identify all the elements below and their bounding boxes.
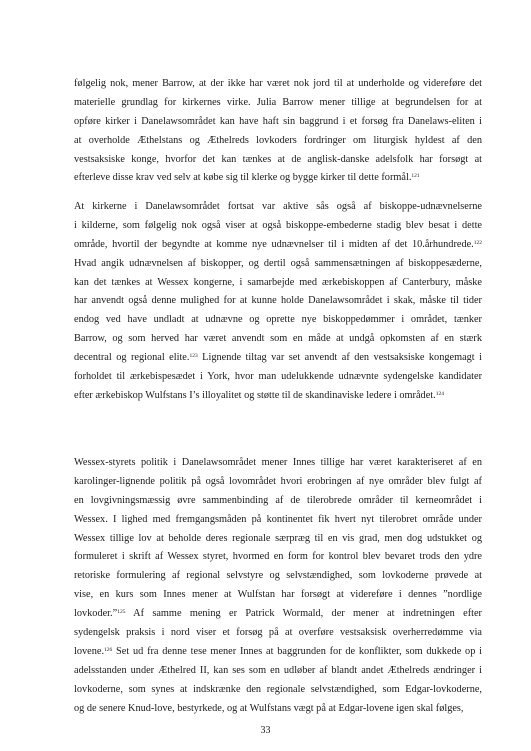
line-text: vise, en kurs som Innes mener at Wulfstan har forsøgt at videreføre i dennes ”nordlige	[74, 589, 482, 601]
line-text: lovkoder.”	[74, 608, 118, 620]
line-text-continued: Af samme mening er Patrick Wormald, der mener at indretningen efter	[125, 608, 482, 620]
text-line	[74, 255, 482, 274]
line-text: sydengelsk praksis i nord viser et forsøg på at overføre vestsaksisk overherredømme via	[74, 627, 482, 639]
text-line	[74, 217, 482, 236]
text-line	[74, 169, 482, 188]
line-text: adelsstanden under Æthelred II, kan ses som en udløber af blandt andet Æthelreds ændringer i	[74, 664, 482, 676]
line-text: kan det tænkes at Wessex kongerne, i samarbejde med ærkebiskoppen af Canterbury, måske	[74, 276, 482, 288]
text-line	[74, 681, 482, 700]
footnote-marker: 121	[411, 173, 420, 180]
line-text: Wessex. I lighed med fremgangsmåden på kontinentet fik hvert nyt tilerobret område under	[74, 513, 482, 525]
text-line	[74, 387, 482, 406]
paragraph-1	[74, 75, 482, 188]
line-text: følgelig nok, mener Barrow, at der ikke har været nok jord til at underholde og videreføre det	[74, 78, 482, 89]
footnote-marker: 125	[117, 609, 126, 616]
line-text: en lovgivningsmæssig øvre sammenbinding af de tilerobrede områder til kerneområdet i	[74, 494, 482, 506]
text-line	[74, 662, 482, 681]
line-text-continued: Set ud fra denne tese mener Innes at baggrunden for de konflikter, som dukkede op i	[112, 645, 482, 657]
text-line	[74, 292, 482, 311]
text-line	[74, 454, 482, 473]
text-line	[74, 511, 482, 530]
line-text: efter ærkebiskop Wulfstans I’s illoyalitet og støtte til de skandinaviske ledere i området.	[74, 389, 436, 401]
line-text: opføre kirker i Danelawsområdet kan have haft sin baggrund i et forsøg fra Danelaws-eliten i	[74, 115, 482, 127]
text-line	[74, 113, 482, 132]
line-text: efterleve disse krav ved selv at købe sig til klerke og bygge kirker til dette formål.	[74, 172, 412, 184]
text-line	[74, 700, 482, 719]
line-text: Barrow, og som herved har været anvendt som en måde at undgå opkomsten af en stærk	[74, 333, 482, 345]
paragraph-3	[74, 454, 482, 718]
line-text: Wessex tillige lov at beholde deres regionale særpræg til en vis grad, men dog udstukket og	[74, 532, 482, 544]
line-text-continued: Lignende tiltag var set anvendt af den vestsaksiske kongemagt i	[197, 352, 482, 364]
text-line	[74, 643, 482, 662]
text-line	[74, 492, 482, 511]
page-number: 33	[260, 725, 271, 736]
line-text: decentral og regional elite.	[74, 352, 190, 364]
line-text: vestsaksiske konge, hvorfor det kan tænkes at de anglisk-danske adelsfolk har forsøgt at	[74, 153, 482, 165]
text-line	[74, 473, 482, 492]
footnote-marker: 122	[473, 239, 482, 246]
text-line	[74, 75, 482, 94]
line-text: karolinger-lignende politik på også lovområdet hvori erobringen af nye områder blev fulgt af	[74, 475, 482, 487]
line-text: materielle grundlag for kirkernes virke. Julia Barrow mener tillige at begrundelsen for at	[74, 96, 482, 108]
text-line	[74, 567, 482, 586]
line-text: Hvad angik udnævnelsen af biskopper, og dertil også sammensætningen af biskoppesæderne,	[74, 257, 482, 269]
text-line	[74, 530, 482, 549]
footnote-marker: 126	[104, 646, 113, 653]
text-line	[74, 548, 482, 567]
footnote-marker: 124	[435, 390, 444, 397]
text-line	[74, 368, 482, 387]
text-line	[74, 94, 482, 113]
text-line	[74, 605, 482, 624]
line-text: at overholde Æthelstans og Æthelreds lovkoders fordringer om liturgisk hyldest af den	[74, 134, 482, 146]
line-text: Wessex-styrets politik i Danelawsområdet mener Innes tillige har været karakteriseret af en	[74, 457, 482, 468]
text-line	[74, 236, 482, 255]
paragraph-2	[74, 198, 482, 406]
text-line	[74, 311, 482, 330]
text-line	[74, 198, 482, 217]
text-line	[74, 330, 482, 349]
text-line	[74, 349, 482, 368]
line-text: lovene.	[74, 645, 105, 657]
text-line	[74, 151, 482, 170]
line-text: endog ved have undladt at udnævne og oprette nye biskoppedømmer i området, tænker	[74, 314, 482, 326]
text-line	[74, 274, 482, 293]
line-text: retoriske formulering af regional selvstyre og selvstændighed, som lovkoderne prøvede at	[74, 570, 482, 582]
text-line	[74, 624, 482, 643]
line-text: og de senere Knud-love, bestyrkede, og at Wulfstans vægt på at Edgar-lovene igen skal følges,	[74, 702, 464, 714]
line-text: At kirkerne i Danelawsområdet fortsat var aktive sås også af biskoppe-udnævnelserne	[74, 201, 482, 212]
text-line	[74, 586, 482, 605]
line-text: lovkoderne, som synes at indskrænke den regionale selvstændighed, som Edgar-lovkoderne,	[74, 683, 482, 695]
footnote-marker: 123	[189, 353, 198, 360]
line-text: formuleret i skrift af Wessex styret, hvormed en form for kontrol blev bevaret trods den ydre	[74, 551, 482, 563]
line-text: område, hvortil der begyndte at komme nye udnævnelser til i midten af det 10.århundrede.	[74, 238, 474, 250]
line-text: i kilderne, som følgelig nok også viser at også biskoppe-embederne stadig blev besat i dette	[74, 219, 482, 231]
text-line	[74, 132, 482, 151]
line-text: har anvendt også denne mulighed for at kunne holde Danelawsområdet i skak, måske til tider	[74, 295, 482, 307]
line-text: forholdet til ærkebispesædet i York, hvor man udelukkende udnævnte sydengelske kandidater	[74, 371, 482, 383]
